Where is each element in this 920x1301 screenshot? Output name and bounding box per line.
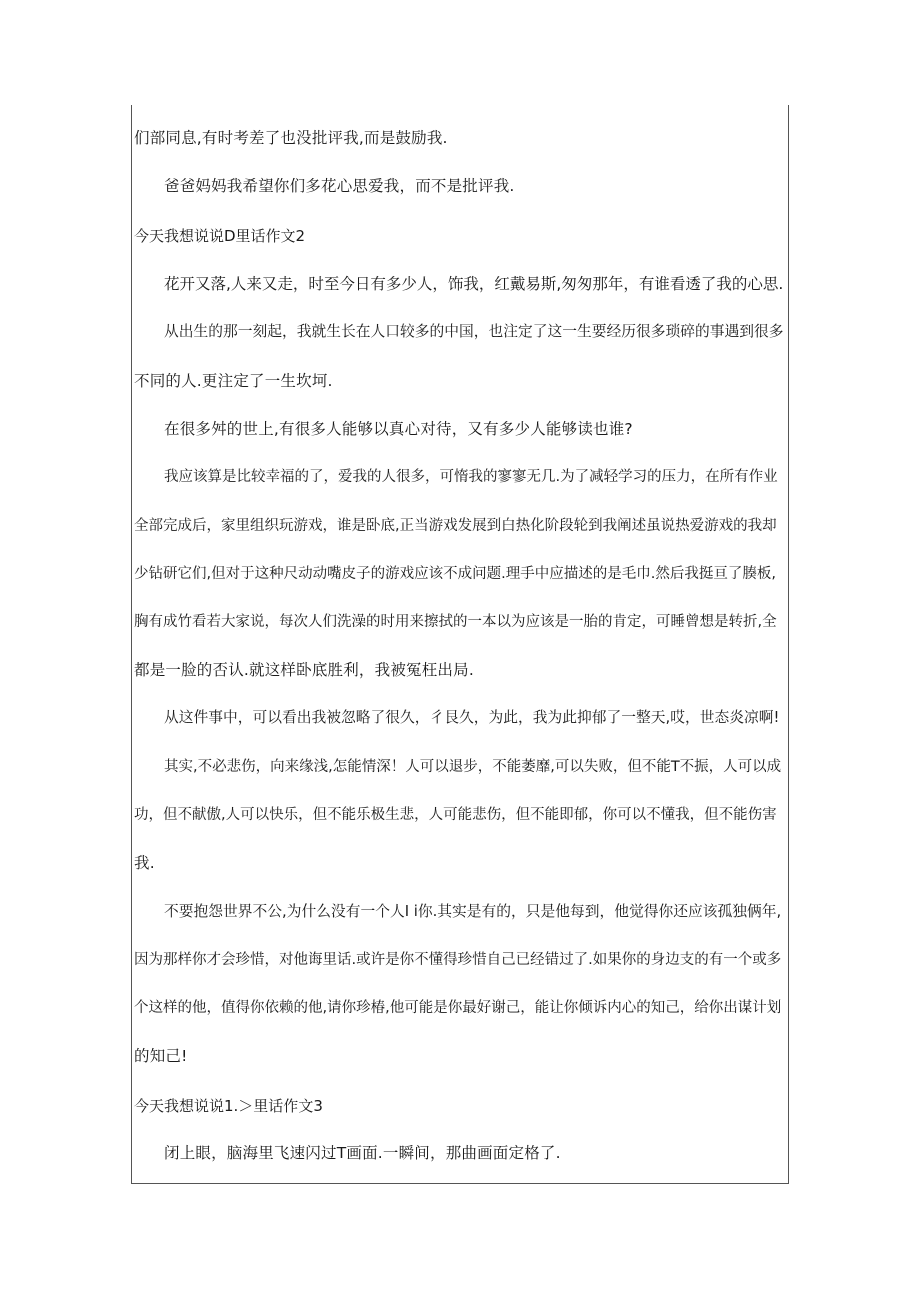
text-line: 不要抱怨世界不公,为什么没有一个人I i你.其实是有的，只是他每到，他觉得你还应该孤独俩年, bbox=[164, 903, 782, 920]
text-line: 功，但不献傲,人可以快乐，但不能乐极生悲，人可能悲伤，但不能即郁，你可以不懂我，但不能伤害 bbox=[134, 807, 777, 823]
text-line: 的知己! bbox=[134, 1047, 188, 1065]
text-line: 在很多舛的世上,有很多人能够以真心对待，又有多少人能够读也谁? bbox=[164, 420, 633, 438]
text-line: 我. bbox=[134, 854, 155, 872]
text-line: 爸爸妈妈我希望你们多花心思爱我，而不是批评我. bbox=[164, 177, 515, 195]
page-frame bbox=[131, 105, 789, 1184]
text-line: 们部同息,有时考差了也没批评我,而是鼓励我. bbox=[134, 129, 448, 147]
text-line: 不同的人.更注定了一生坎坷. bbox=[134, 372, 333, 390]
text-line: 都是一脸的否认.就这样卧底胜利，我被冤枉出局. bbox=[134, 661, 474, 679]
text-line: 从出生的那一刻起，我就生长在人口较多的中国，也注定了这一生要经历很多琐碎的事遇到很多 bbox=[164, 323, 784, 340]
text-line: 从这件事中，可以看出我被忽略了很久，彳艮久，为此，我为此抑郁了一整天,哎，世态炎凉啊! bbox=[164, 709, 780, 726]
text-line: 闭上眼，脑海里飞速闪过T画面.一瞬间，那曲画面定格了. bbox=[164, 1144, 561, 1162]
text-line: 因为那样你才会珍惜，对他诲里话.或许是你不懂得珍惜自己已经错过了.如果你的身边支的有一个或多 bbox=[134, 952, 782, 968]
text-line: 个这样的他，值得你依赖的他,请你珍椿,他可能是你最好谢己，能让你倾诉内心的知己，给你出谋计划 bbox=[134, 1000, 782, 1016]
text-line: 全部完成后，家里组织玩游戏，谁是卧底,正当游戏发展到白热化阶段轮到我阐述虽说热爱游戏的我却 bbox=[134, 518, 777, 534]
text-line: 其实,不必悲伤，向来缘浅,怎能情深！人可以退步，不能萎靡,可以失败，但不能T不振，人可以成 bbox=[164, 759, 782, 775]
section-heading: 今天我想说说D里话作文2 bbox=[134, 227, 306, 245]
text-line: 胸有成竹看若大家说，每次人们洗澡的时用来擦拭的一本以为应该是一胎的肯定，可睡曾想是转折,全 bbox=[134, 614, 777, 630]
text-line: 我应该算是比较幸福的了，爱我的人很多，可惰我的寥寥无几.为了减轻学习的压力，在所有作业 bbox=[164, 469, 778, 485]
text-line: 花开又落,人来又走，时至今日有多少人，饰我，红戴易斯,匆匆那年，有谁看透了我的心思. bbox=[164, 275, 784, 293]
section-heading: 今天我想说说1.＞里话作文3 bbox=[134, 1097, 323, 1115]
text-line: 少钻研它们,但对于这种尺动动嘴皮子的游戏应该不成问题.理手中应描述的是毛巾.然后我挺亘了腠板, bbox=[134, 566, 776, 582]
